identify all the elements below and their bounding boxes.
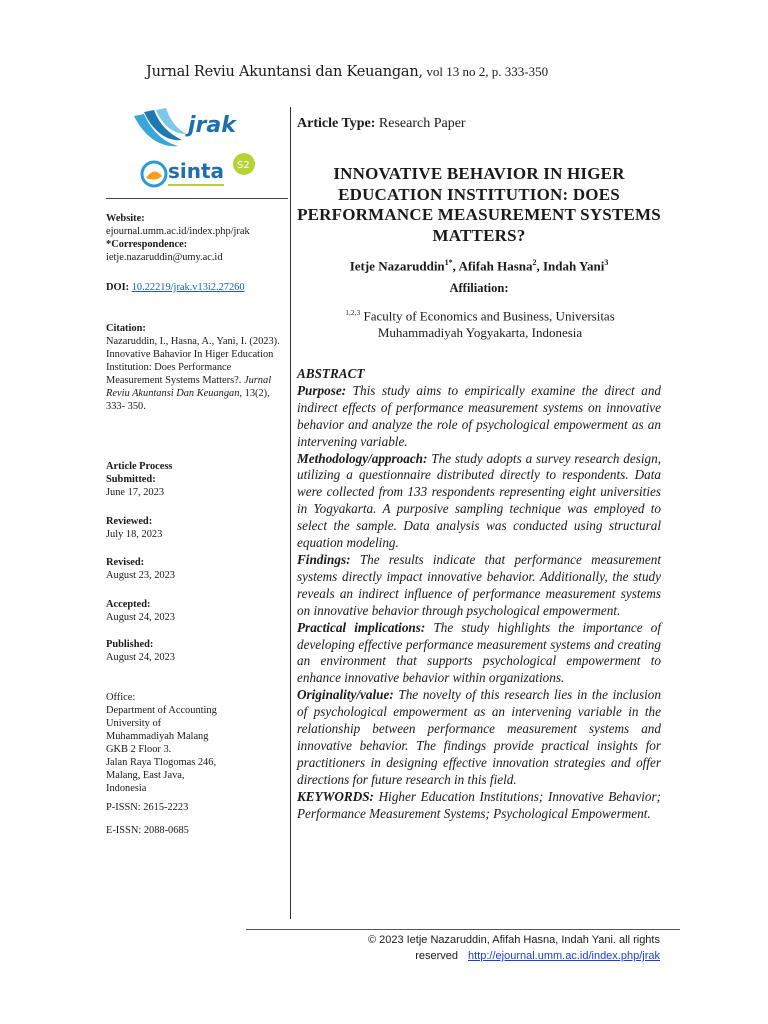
jrak-logo-text: jrak (188, 113, 236, 138)
office-line: Muhammadiyah Malang (106, 731, 209, 742)
office-line: University of (106, 718, 162, 729)
purpose-text: This study aims to empirically examine the direct and indirect effects of performance measurement systems on innovative behavior and analyze the role of psychological empowerment as an intervening variable. (297, 382, 662, 449)
purpose-label: Purpose: (297, 382, 347, 398)
affiliation-label: Affiliation: (449, 281, 509, 295)
practical-label: Practical implications: (297, 619, 426, 635)
footer-url-link[interactable]: http://ejournal.umm.ac.id/index.php/jrak (468, 950, 660, 962)
method-text: The study adopts a survey research design, utilizing a questionnaire distributed directly to respondents. Data were collected from 133 respondents representing eight universities in Yogyakarta. A purposive sampling technique was employed to select the sample. Data analysis was conducted using structural equation modeling. (297, 450, 661, 551)
journal-name: Jurnal Reviu Akuntansi dan Keuangan, (146, 64, 423, 80)
originality-label: Originality/value: (297, 687, 394, 703)
copyright-text: © 2023 Ietje Nazaruddin, Afifah Hasna, Indah Yani. all rights reserved (367, 934, 660, 962)
article-process-block (106, 460, 288, 499)
published-block (106, 638, 288, 664)
sidebar-rule (106, 198, 288, 199)
article-title: INNOVATIVE BEHAVIOR IN HIGER EDUCATION INSTITUTION: DOES PERFORMANCE MEASUREMENT SYSTEMS MATTERS? (297, 164, 661, 245)
article-type (297, 116, 661, 132)
abstract-findings (297, 552, 661, 620)
process-label: Article Process (106, 461, 173, 472)
journal-header (146, 64, 548, 81)
article-type-value: Research Paper (378, 116, 466, 131)
volume-info: vol 13 no 2, p. 333-350 (426, 64, 549, 79)
revised-label: Revised: (106, 557, 145, 568)
reviewed-date: July 18, 2023 (106, 529, 163, 540)
submitted-label: Submitted: (106, 474, 156, 485)
jrak-logo (130, 106, 250, 152)
website-label: Website: (106, 213, 145, 224)
office-line: Indonesia (106, 783, 147, 794)
abstract-originality (297, 687, 661, 788)
sinta-logo (140, 152, 258, 194)
findings-label: Findings: (297, 551, 351, 567)
citation-pages: 13(2), 333- 350. (106, 388, 270, 412)
keywords-label: KEYWORDS: (297, 788, 374, 804)
office-block (106, 691, 288, 795)
revised-date: August 23, 2023 (106, 570, 175, 581)
revised-block (106, 556, 288, 582)
abstract-heading: ABSTRACT (297, 366, 365, 381)
affiliation-body: Faculty of Economics and Business, Universitas Muhammadiyah Yogyakarta, Indonesia (363, 308, 615, 341)
pissn: P-ISSN: 2615-2223 (106, 802, 189, 813)
accepted-label: Accepted: (106, 599, 151, 610)
correspondence-label: *Correspondence: (106, 239, 188, 250)
reviewed-label: Reviewed: (106, 516, 153, 527)
published-date: August 24, 2023 (106, 652, 175, 663)
submitted-date: June 17, 2023 (106, 487, 165, 498)
doi-label: DOI: (106, 282, 130, 293)
originality-text: The novelty of this research lies in the inclusion of psychological empowerment as an intervening variable in the relationship between performance measurement systems and innovative behavior. The findings provide practical insights for practitioners in designing effective innovation strategies and offer directions for future research in this field. (297, 687, 661, 787)
office-line: Malang, East Java, (106, 770, 185, 781)
affiliation-sup: 1,2,3 (345, 308, 361, 317)
sinta-badge: S2 (237, 160, 250, 171)
keywords-text: Higher Education Institutions; Innovative Behavior; Performance Measurement Systems; Psychological Empowerment. (297, 788, 661, 821)
office-label: Office: (106, 692, 136, 703)
authors: Ietje Nazaruddin$^{1*}$, Afifah Hasna$^2$, Indah Yani$^3$ (349, 258, 609, 274)
office-line: Jalan Raya Tlogomas 246, (106, 757, 217, 768)
method-label: Methodology/approach: (297, 450, 428, 466)
findings-text: The results indicate that performance measurement systems directly impact innovative behavior. Additionally, the study reveals an indirect influence of performance measurement systems on innovative behavior through psychological empowerment. (297, 551, 662, 618)
citation-body: Nazaruddin, I., Hasna, A., Yani, I. (2023). Innovative Bahavior In Higer Education Institution: Does Performance Measurement Systems Matters?. (106, 336, 280, 386)
citation-text (106, 335, 288, 413)
author-sup: 1* (444, 258, 453, 267)
practical-text: The study highlights the importance of developing effective performance measurement systems and creating an environment that supports psychological empowerment to enhance innovative behavior within organizations. (297, 619, 661, 686)
website-block (106, 212, 288, 264)
abstract-method (297, 451, 661, 552)
citation-label: Citation: (106, 323, 146, 334)
accepted-block (106, 598, 288, 624)
doi-link[interactable]: 10.22219/jrak.v13i2.27260 (131, 282, 245, 293)
citation-journal: Jurnal Reviu Akuntansi Dan Keuangan, (106, 375, 272, 399)
accepted-date: August 24, 2023 (106, 612, 175, 623)
published-label: Published: (106, 639, 154, 650)
copyright-footer (300, 932, 660, 964)
website-link[interactable]: ejournal.umm.ac.id/index.php/jrak (106, 226, 250, 237)
eissn: E-ISSN: 2088-0685 (106, 825, 189, 836)
reviewed-block (106, 515, 288, 541)
doi-block (106, 281, 288, 294)
column-divider (290, 107, 291, 919)
author-sup: 3 (604, 258, 609, 267)
sinta-logo-text: sinta (168, 159, 225, 183)
abstract (297, 366, 661, 822)
abstract-purpose (297, 383, 661, 451)
author-name: Afifah Hasna (458, 258, 533, 274)
office-line: Department of Accounting (106, 705, 217, 716)
abstract-keywords (297, 789, 661, 823)
author-name: Ietje Nazaruddin (349, 258, 445, 274)
citation-block (106, 322, 288, 413)
author-sup: 2 (532, 258, 537, 267)
author-name: Indah Yani (543, 258, 605, 274)
abstract-practical (297, 620, 661, 688)
footer-rule (246, 929, 680, 930)
office-line: GKB 2 Floor 3. (106, 744, 172, 755)
email-link[interactable]: ietje.nazaruddin@umy.ac.id (106, 252, 223, 263)
article-type-label: Article Type: (297, 116, 376, 131)
affiliation-text (310, 304, 650, 341)
